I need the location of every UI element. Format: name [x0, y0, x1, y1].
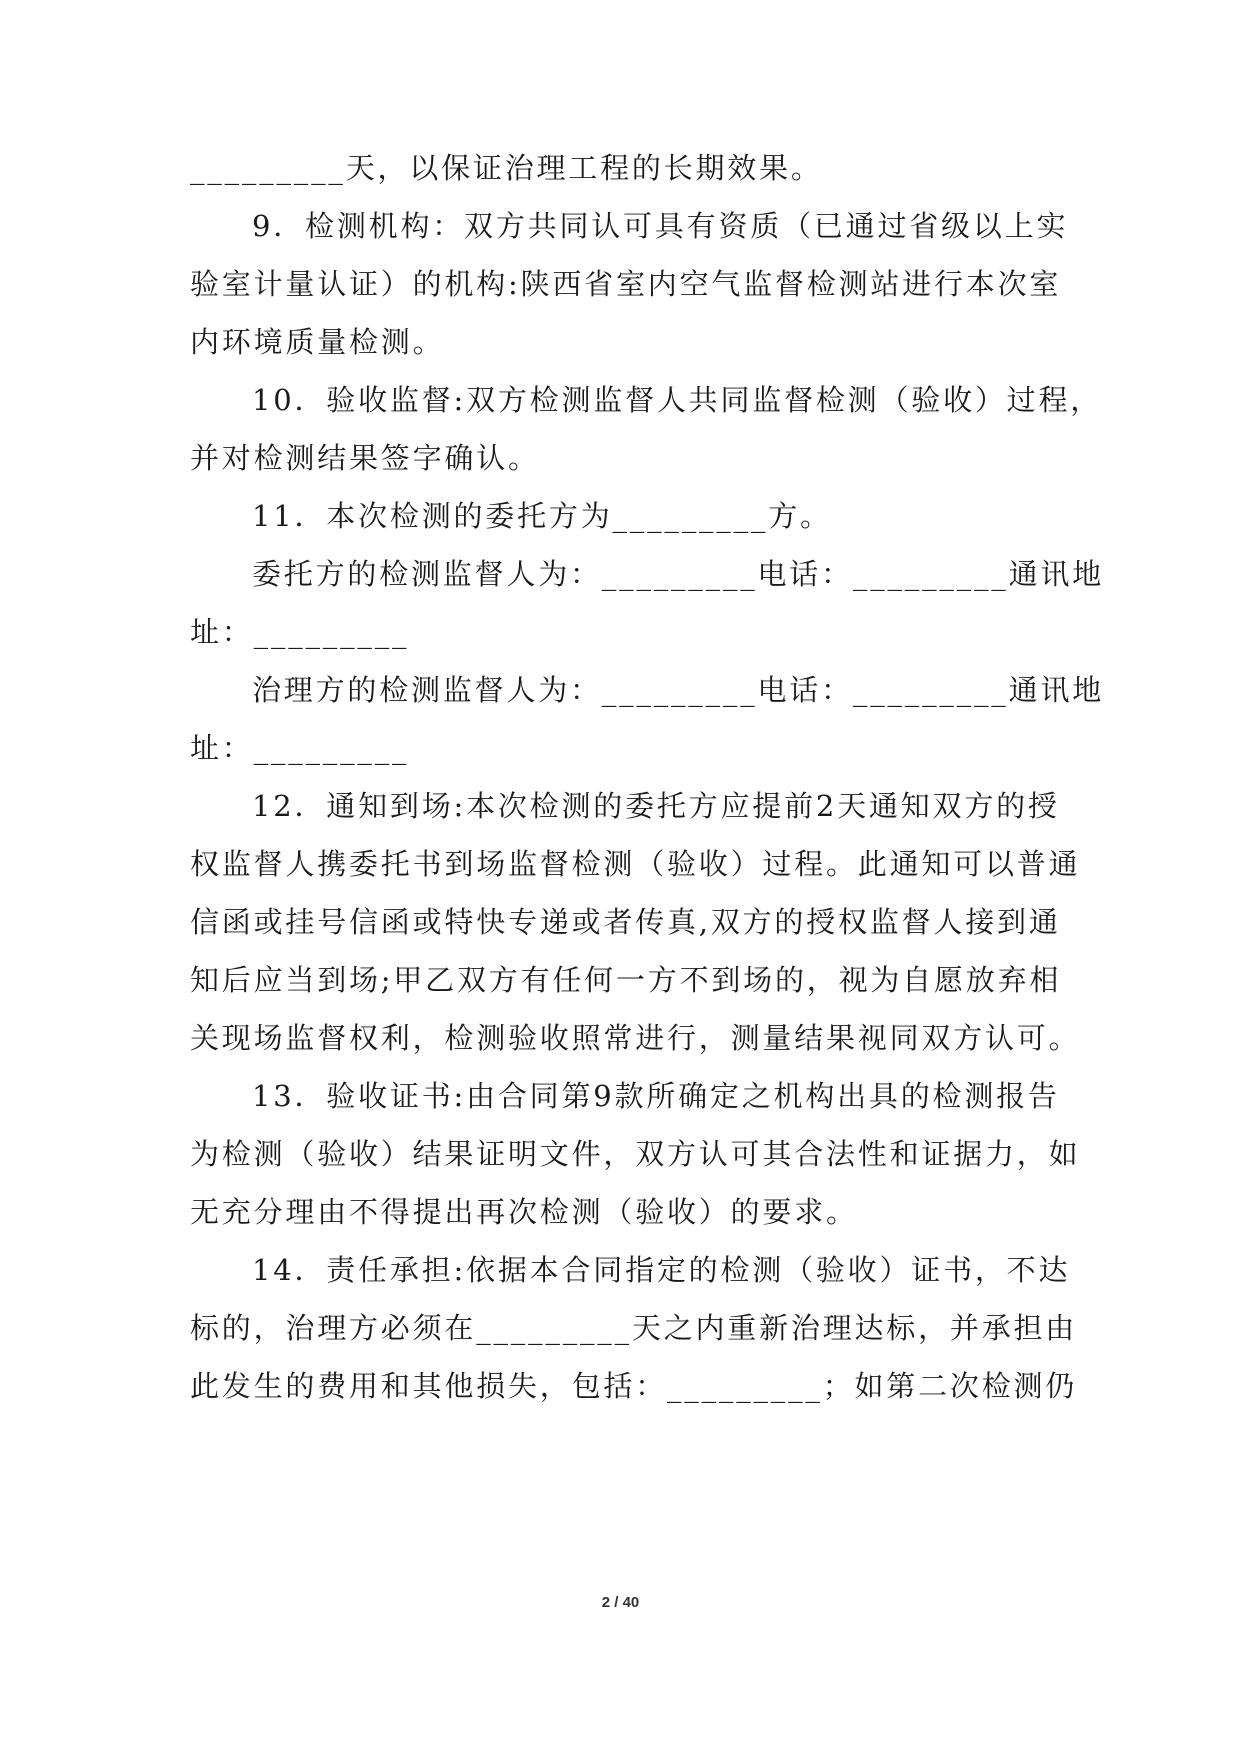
- text-line: 内环境质量检测。: [190, 325, 445, 359]
- text-line: _________天，以保证治理工程的长期效果。: [190, 151, 823, 185]
- text-line: 无充分理由不得提出再次检测（验收）的要求。: [190, 1195, 858, 1229]
- text-line: 权监督人携委托书到场监督检测（验收）过程。此通知可以普通: [190, 847, 1081, 881]
- text-line: 关现场监督权利，检测验收照常进行，测量结果视同双方认可。: [190, 1021, 1081, 1055]
- text-line: 知后应当到场;甲乙双方有任何一方不到场的，视为自愿放弃相: [190, 963, 1062, 997]
- text-line: 13．验收证书:由合同第9款所确定之机构出具的检测报告: [252, 1079, 1060, 1113]
- text-line: 10．验收监督:双方检测监督人共同监督检测（验收）过程，: [252, 383, 1103, 417]
- text-line: 址：_________: [190, 615, 410, 649]
- text-line: 为检测（验收）结果证明文件，双方认可其合法性和证据力，如: [190, 1137, 1081, 1171]
- page-number: 2 / 40: [601, 1594, 640, 1611]
- text-line: 12．通知到场:本次检测的委托方应提前2天通知双方的授: [252, 789, 1060, 823]
- text-line: 并对检测结果签字确认。: [190, 441, 540, 475]
- text-line: 9．检测机构：双方共同认可具有资质（已通过省级以上实: [252, 209, 1069, 243]
- text-line: 标的，治理方必须在_________天之内重新治理达标，并承担由: [190, 1311, 1078, 1345]
- text-line: 信函或挂号信函或特快专递或者传真,双方的授权监督人接到通: [190, 905, 1061, 939]
- text-line: 此发生的费用和其他损失，包括：_________；如第二次检测仍: [190, 1369, 1078, 1403]
- text-line: 验室计量认证）的机构:陕西省室内空气监督检测站进行本次室: [190, 267, 1062, 301]
- text-line: 址：_________: [190, 731, 410, 765]
- text-line: 11．本次检测的委托方为_________方。: [252, 499, 832, 533]
- text-line: 14．责任承担:依据本合同指定的检测（验收）证书，不达: [252, 1253, 1071, 1287]
- text-line: 治理方的检测监督人为：_________电话：_________通讯地: [252, 673, 1105, 707]
- text-line: 委托方的检测监督人为：_________电话：_________通讯地: [252, 557, 1105, 591]
